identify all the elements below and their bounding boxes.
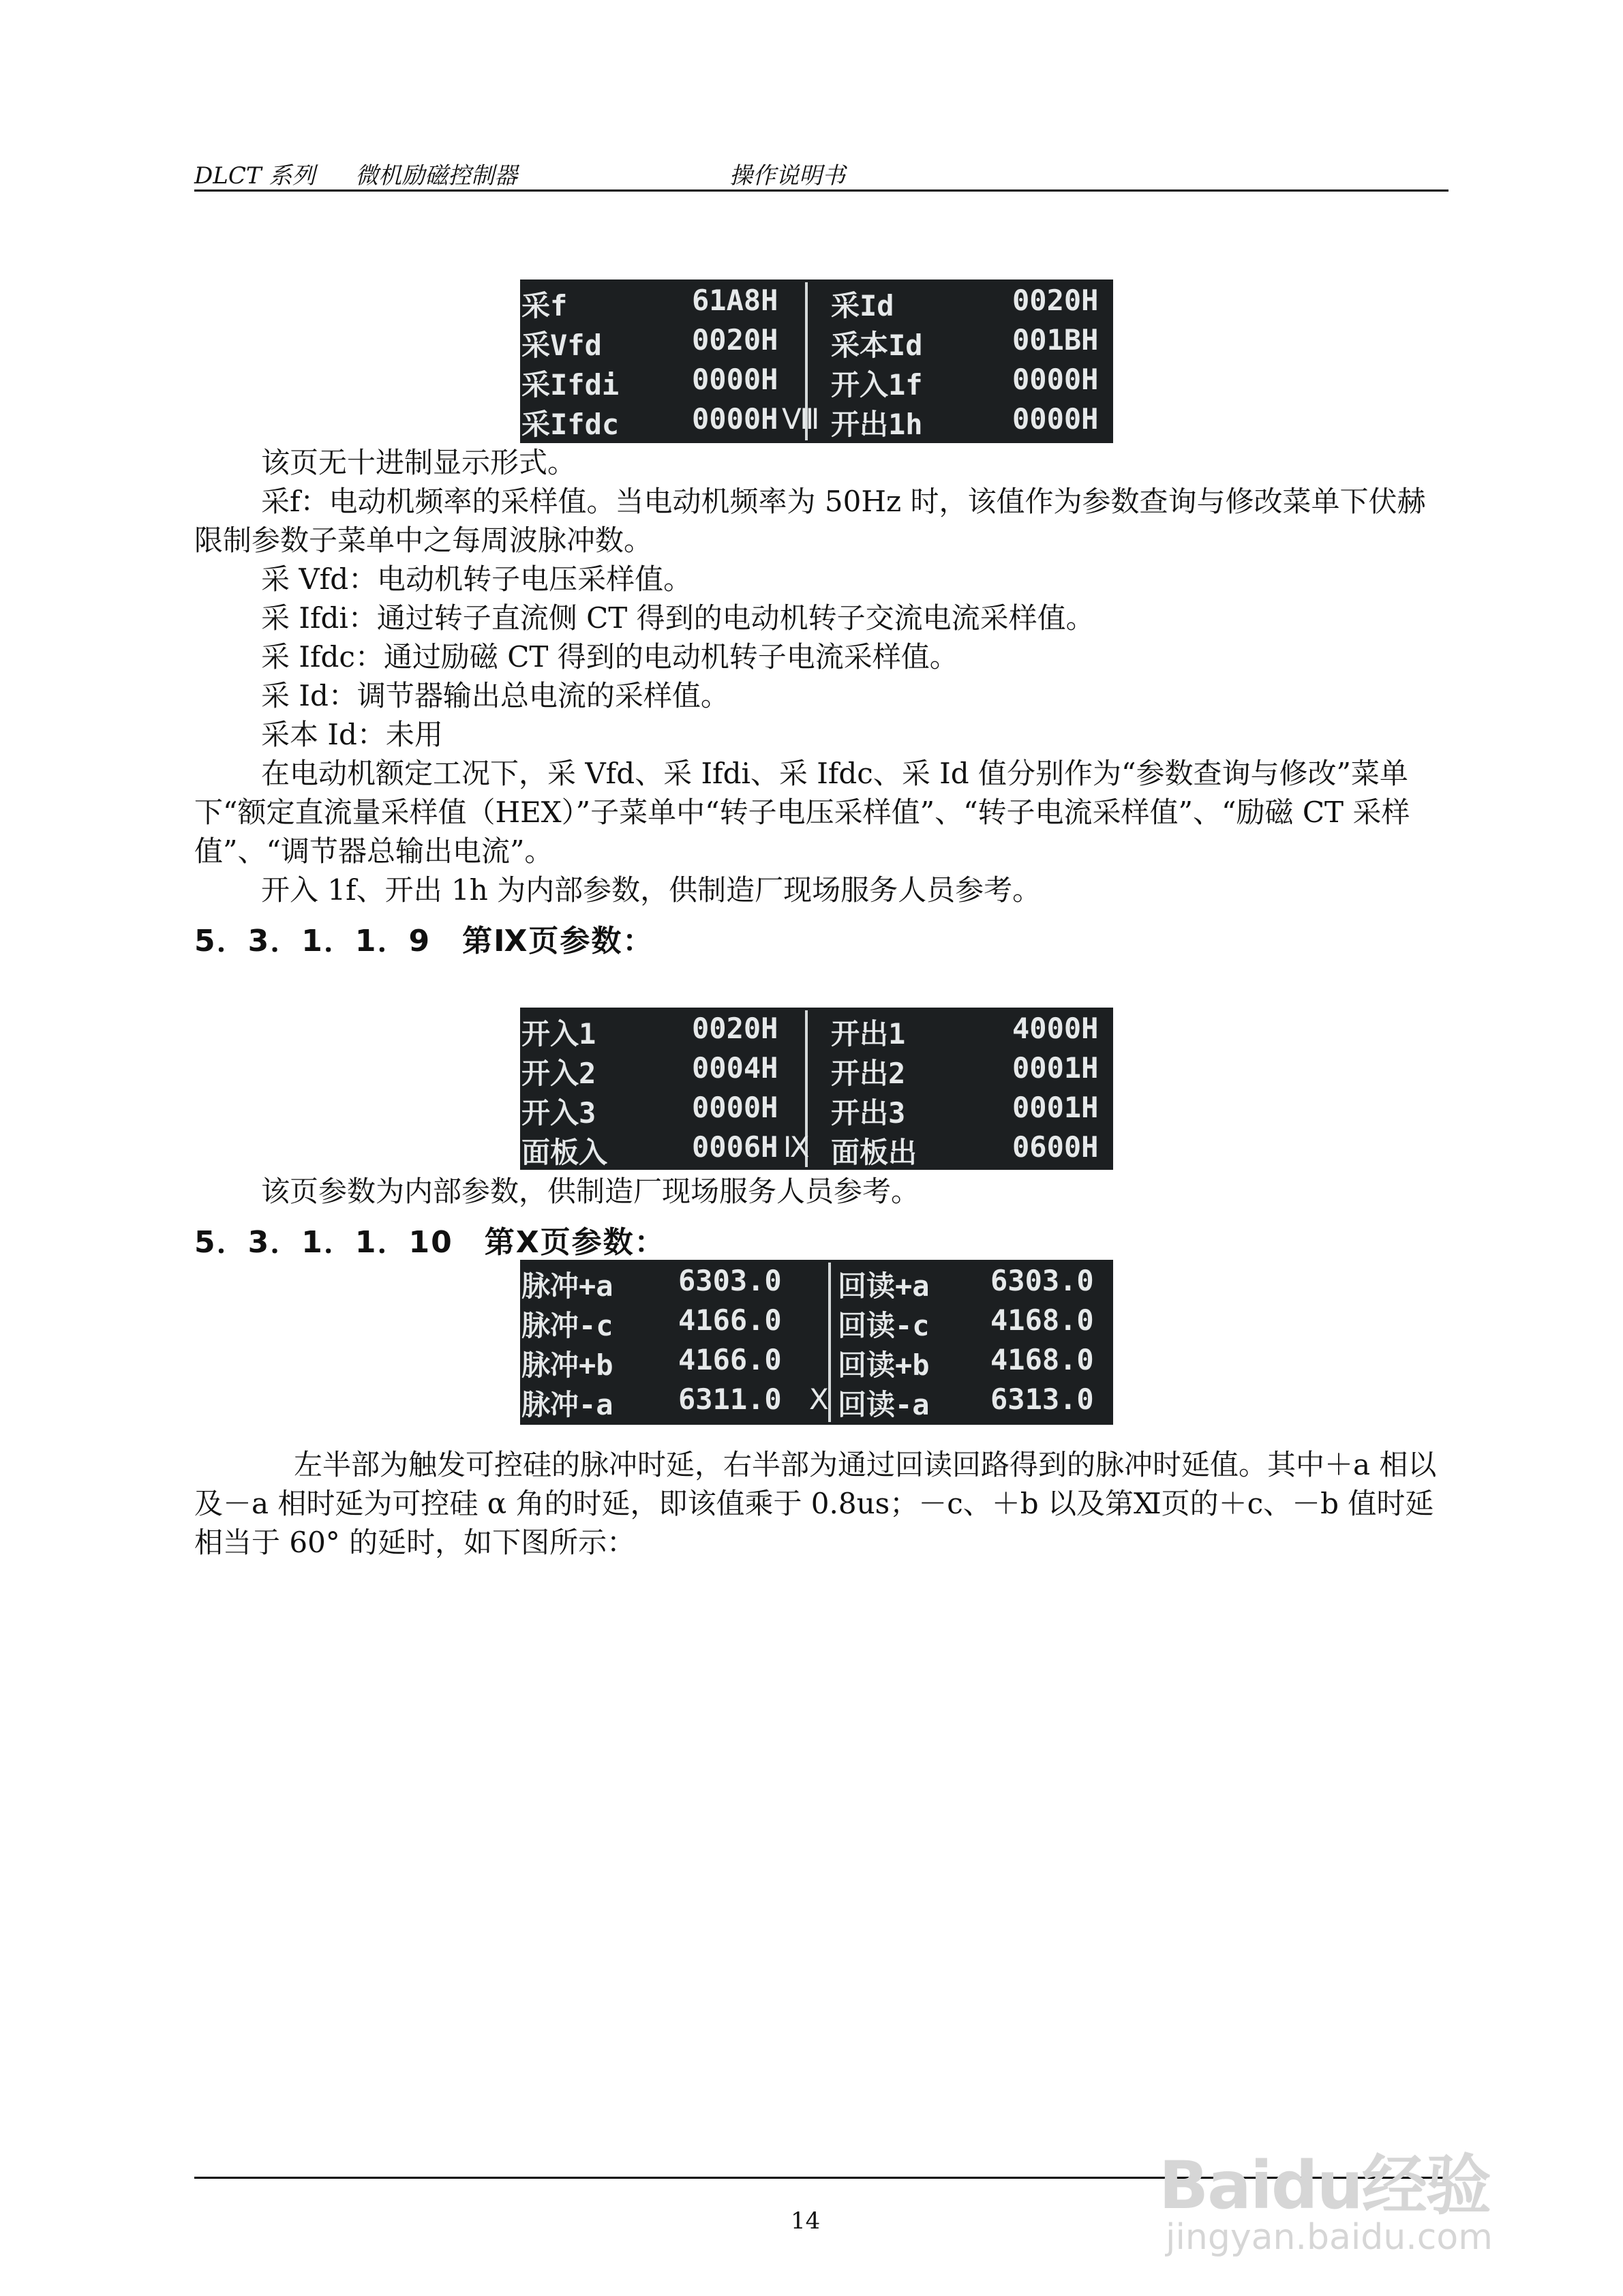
page-number: 14 bbox=[791, 2207, 821, 2235]
lcd-value: 4166.0 bbox=[678, 1343, 782, 1376]
lcd-label: 开入2 bbox=[521, 1057, 596, 1090]
baidu-watermark-logo bbox=[1159, 2134, 1493, 2258]
paragraph: 采本 Id：未用 bbox=[261, 718, 443, 751]
paragraph: 采f：电动机频率的采样值。当电动机频率为 50Hz 时，该值作为参数查询与修改菜单下伏赫限制参数子菜单中之每周波脉冲数。 bbox=[194, 485, 1426, 557]
lcd-row bbox=[520, 284, 1113, 323]
header-doc-type: 操作说明书 bbox=[729, 162, 845, 190]
header-left bbox=[194, 157, 550, 190]
lcd-label: 开出3 bbox=[831, 1096, 906, 1130]
lcd-row bbox=[520, 1091, 1113, 1130]
lcd-value: 001BH bbox=[1012, 323, 1099, 357]
lcd-row bbox=[520, 402, 1113, 442]
lcd-label: 回读-c bbox=[838, 1309, 930, 1342]
lcd-label: 采Ifdi bbox=[521, 368, 620, 402]
lcd-value: 0000H bbox=[692, 402, 778, 436]
lcd-value: 0000H bbox=[692, 1091, 778, 1124]
lcd-row bbox=[520, 323, 1113, 363]
section-heading: 5．3．1．1．9 第Ⅸ页参数： bbox=[194, 924, 654, 958]
watermark-brand: Baidu经验 bbox=[1159, 2147, 1490, 2224]
lcd-label: 开出1h bbox=[831, 408, 923, 441]
lcd-label: 面板出 bbox=[831, 1136, 917, 1169]
lcd-value: 4168.0 bbox=[990, 1343, 1094, 1376]
lcd-row bbox=[520, 1012, 1113, 1051]
paragraph: 采 Ifdc：通过励磁 CT 得到的电动机转子电流采样值。 bbox=[261, 640, 958, 674]
lcd-value: 0000H bbox=[692, 363, 778, 396]
lcd-row bbox=[520, 1130, 1113, 1170]
lcd-page-mark: Ⅸ bbox=[783, 1130, 810, 1164]
lcd-value: 0006H bbox=[692, 1130, 778, 1164]
lcd-label: 采本Id bbox=[831, 329, 923, 362]
lcd-row bbox=[520, 1264, 1113, 1303]
lcd-value: 0000H bbox=[1012, 363, 1099, 396]
lcd-label: 脉冲+b bbox=[521, 1348, 613, 1382]
header-product: 微机励磁控制器 bbox=[355, 162, 518, 190]
paragraph: 该页参数为内部参数，供制造厂现场服务人员参考。 bbox=[261, 1175, 920, 1208]
lcd-row bbox=[520, 1303, 1113, 1343]
page-header bbox=[194, 157, 1448, 190]
lcd-value: 0001H bbox=[1012, 1051, 1099, 1085]
paragraph: 左半部为触发可控硅的脉冲时延，右半部为通过回读回路得到的脉冲时延值。其中＋a 相以及－a 相时延为可控硅 α 角的时延，即该值乘于 0.8us；－c、＋b 以及第Ⅺ页的＋c、－b 值时延相当于 60° 的延时，如下图所示： bbox=[194, 1448, 1437, 1559]
lcd-value: 0020H bbox=[692, 323, 778, 357]
lcd-value: 4168.0 bbox=[990, 1303, 1094, 1337]
lcd-value: 6303.0 bbox=[678, 1264, 782, 1297]
lcd-value: 0000H bbox=[1012, 402, 1099, 436]
paragraph: 采 Ifdi：通过转子直流侧 CT 得到的电动机转子交流电流采样值。 bbox=[261, 601, 1095, 635]
lcd-value: 6313.0 bbox=[990, 1383, 1094, 1416]
header-rule bbox=[194, 190, 1448, 192]
lcd-value: 4000H bbox=[1012, 1012, 1099, 1045]
lcd-label: 回读-a bbox=[838, 1388, 930, 1421]
header-series: DLCT 系列 bbox=[194, 162, 316, 190]
lcd-value: 0004H bbox=[692, 1051, 778, 1085]
watermark-url: jingyan.baidu.com bbox=[1166, 2217, 1493, 2258]
paragraph: 该页无十进制显示形式。 bbox=[261, 446, 577, 479]
lcd-label: 开入3 bbox=[521, 1096, 596, 1130]
lcd-label: 脉冲-c bbox=[521, 1309, 613, 1342]
lcd-label: 采f bbox=[521, 289, 568, 322]
lcd-label: 面板入 bbox=[521, 1136, 608, 1169]
lcd-page-x bbox=[520, 1260, 1113, 1425]
lcd-page-mark: Ⅹ bbox=[809, 1383, 829, 1416]
lcd-label: 开入1f bbox=[831, 368, 923, 402]
lcd-label: 采Vfd bbox=[521, 329, 602, 362]
lcd-label: 回读+a bbox=[838, 1269, 930, 1303]
lcd-page-ix bbox=[520, 1008, 1113, 1170]
lcd-value: 6311.0 bbox=[678, 1383, 782, 1416]
lcd-value: 0600H bbox=[1012, 1130, 1099, 1164]
lcd-label: 脉冲+a bbox=[521, 1269, 613, 1303]
lcd-value: 4166.0 bbox=[678, 1303, 782, 1337]
lcd-label: 开出2 bbox=[831, 1057, 906, 1090]
lcd-row bbox=[520, 1343, 1113, 1383]
lcd-label: 采Id bbox=[831, 289, 894, 322]
lcd-value: 0020H bbox=[692, 1012, 778, 1045]
lcd-label: 采Ifdc bbox=[521, 408, 620, 441]
lcd-label: 开出1 bbox=[831, 1017, 906, 1051]
lcd-label: 脉冲-a bbox=[521, 1388, 613, 1421]
lcd-page-viii bbox=[520, 280, 1113, 443]
lcd-row bbox=[520, 1051, 1113, 1091]
paragraph: 采 Vfd：电动机转子电压采样值。 bbox=[261, 562, 693, 596]
lcd-value: 6303.0 bbox=[990, 1264, 1094, 1297]
paragraph: 开入 1f、开出 1h 为内部参数，供制造厂现场服务人员参考。 bbox=[261, 873, 1042, 907]
lcd-value: 0001H bbox=[1012, 1091, 1099, 1124]
lcd-label: 开入1 bbox=[521, 1017, 596, 1051]
section-heading: 5．3．1．1．10 第Ⅹ页参数： bbox=[194, 1225, 666, 1260]
lcd-value: 0020H bbox=[1012, 284, 1099, 317]
lcd-label: 回读+b bbox=[838, 1348, 930, 1382]
lcd-value: 61A8H bbox=[692, 284, 778, 317]
paragraph: 在电动机额定工况下，采 Vfd、采 Ifdi、采 Ifdc、采 Id 值分别作为“参数查询与修改”菜单下“额定直流量采样值（HEX）”子菜单中“转子电压采样值”、“转子电流采样值”、“励磁 CT 采样值”、“调节器总输出电流”。 bbox=[194, 757, 1410, 868]
lcd-page-mark: Ⅷ bbox=[782, 402, 820, 436]
paragraph: 采 Id：调节器输出总电流的采样值。 bbox=[261, 679, 729, 712]
lcd-row bbox=[520, 363, 1113, 402]
lcd-row bbox=[520, 1383, 1113, 1422]
